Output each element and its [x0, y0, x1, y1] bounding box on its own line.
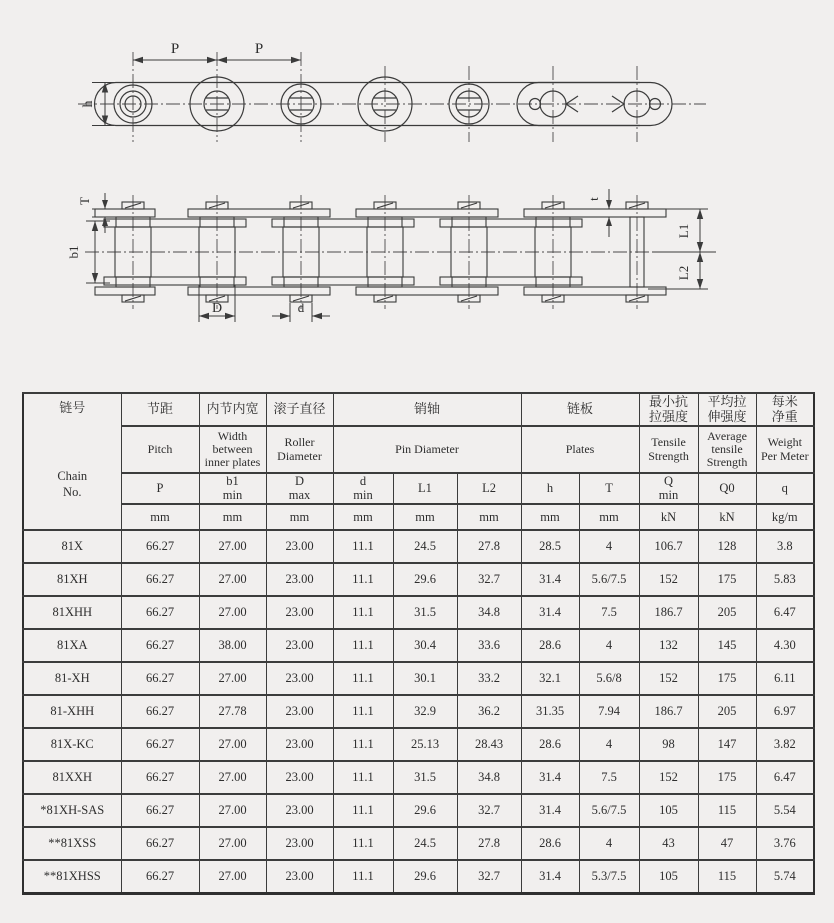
centerlines [85, 195, 716, 309]
header-tensile-en-line1: Tensile [651, 435, 686, 450]
header-avg-tensile-en-line1: Average [707, 428, 747, 443]
value-cell: 11.1 [333, 530, 393, 563]
unit-cell: mm [199, 504, 266, 530]
value-cell: 5.83 [756, 563, 814, 596]
value-cell: 27.8 [457, 827, 521, 860]
value-cell: 175 [698, 761, 756, 794]
value-cell: 152 [639, 563, 698, 596]
value-cell: 205 [698, 596, 756, 629]
chain-no-cell: *81XH-SAS [23, 794, 121, 827]
unit-cell: kN [698, 504, 756, 530]
header-sym-d-line1: d [359, 473, 367, 488]
value-cell: 23.00 [266, 860, 333, 894]
header-plates-zh: 链板 [521, 393, 639, 426]
value-cell: 32.7 [457, 794, 521, 827]
value-cell: 11.1 [333, 629, 393, 662]
value-cell: 31.4 [521, 563, 579, 596]
value-cell: 11.1 [333, 827, 393, 860]
value-cell: 4 [579, 827, 639, 860]
header-weight-en-line2: Per Meter [760, 448, 809, 463]
value-cell: 4 [579, 728, 639, 761]
value-cell: 31.4 [521, 761, 579, 794]
value-cell: 66.27 [121, 728, 199, 761]
value-cell: 23.00 [266, 629, 333, 662]
header-sym-D-line1: D [294, 473, 305, 488]
header-sym-d [333, 473, 393, 504]
table-row [23, 695, 814, 728]
header-sym-Q0: Q0 [698, 473, 756, 504]
header-sym-b1-line1: b1 [226, 473, 239, 488]
spec-table [22, 392, 815, 895]
table-row [23, 596, 814, 629]
value-cell: 186.7 [639, 596, 698, 629]
header-sym-D [266, 473, 333, 504]
value-cell: 31.4 [521, 596, 579, 629]
value-cell: 128 [698, 530, 756, 563]
value-cell: 11.1 [333, 794, 393, 827]
table-row [23, 860, 814, 894]
header-avg-tensile-en-line2: tensile [711, 441, 743, 456]
header-tensile-zh [639, 393, 698, 426]
dim-label-pitch-1: P [170, 41, 180, 57]
value-cell: 36.2 [457, 695, 521, 728]
header-weight-zh-line1: 每米 [771, 394, 798, 410]
header-avg-tensile-zh-line1: 平均拉 [707, 394, 747, 410]
value-cell: 23.00 [266, 695, 333, 728]
value-cell: 31.35 [521, 695, 579, 728]
value-cell: 27.00 [199, 596, 266, 629]
value-cell: 66.27 [121, 662, 199, 695]
header-plates-en: Plates [521, 426, 639, 473]
dim-label-L2: L2 [676, 265, 691, 281]
value-cell: 7.94 [579, 695, 639, 728]
table-row [23, 794, 814, 827]
value-cell: 11.1 [333, 563, 393, 596]
header-weight-en-line1: Weight [767, 435, 802, 450]
value-cell: 66.27 [121, 629, 199, 662]
unit-cell: mm [579, 504, 639, 530]
header-avg-tensile-en-line3: Strength [706, 455, 748, 470]
header-row-units [23, 504, 814, 530]
chain-side-view-drawing [0, 0, 834, 175]
header-sym-Q [639, 473, 698, 504]
value-cell: 66.27 [121, 596, 199, 629]
value-cell: 3.76 [756, 827, 814, 860]
dim-label-T: T [77, 197, 92, 205]
value-cell: 98 [639, 728, 698, 761]
value-cell: 132 [639, 629, 698, 662]
header-tensile-zh-line1: 最小抗 [649, 394, 689, 410]
header-tensile-en-line2: Strength [648, 448, 689, 463]
dim-label-D: D [211, 301, 223, 316]
value-cell: 11.1 [333, 695, 393, 728]
header-pin-zh: 销轴 [333, 393, 521, 426]
header-chain-no [23, 393, 121, 530]
value-cell: 23.00 [266, 530, 333, 563]
value-cell: 5.54 [756, 794, 814, 827]
value-cell: 27.00 [199, 563, 266, 596]
dim-label-d: d [297, 300, 305, 315]
header-width-en [199, 426, 266, 473]
unit-cell: mm [121, 504, 199, 530]
value-cell: 33.2 [457, 662, 521, 695]
unit-cell: mm [521, 504, 579, 530]
header-sym-b1 [199, 473, 266, 504]
dimension-lines [92, 57, 301, 126]
value-cell: 29.6 [393, 563, 457, 596]
value-cell: 27.00 [199, 728, 266, 761]
chain-no-cell: **81XSS [23, 827, 121, 860]
centerlines [78, 52, 706, 142]
dim-label-h: h [81, 100, 96, 108]
value-cell: 32.7 [457, 563, 521, 596]
header-weight-zh-line2: 净重 [771, 408, 798, 424]
value-cell: 47 [698, 827, 756, 860]
chain-no-cell: 81X-KC [23, 728, 121, 761]
header-avg-tensile-zh [698, 393, 756, 426]
value-cell: 5.6/8 [579, 662, 639, 695]
value-cell: 27.00 [199, 761, 266, 794]
header-chain-en-line2: No. [63, 485, 82, 500]
value-cell: 27.00 [199, 860, 266, 894]
value-cell: 147 [698, 728, 756, 761]
value-cell: 4 [579, 530, 639, 563]
header-sym-q: q [756, 473, 814, 504]
header-tensile-zh-line2: 拉强度 [649, 408, 689, 424]
value-cell: 4 [579, 629, 639, 662]
value-cell: 175 [698, 662, 756, 695]
unit-cell: mm [457, 504, 521, 530]
header-chain-zh: 链号 [59, 400, 86, 415]
header-width-en-line2: between [212, 441, 253, 456]
header-weight-en [756, 426, 814, 473]
header-row-chinese [23, 393, 814, 426]
value-cell: 66.27 [121, 860, 199, 894]
value-cell: 11.1 [333, 662, 393, 695]
value-cell: 28.6 [521, 728, 579, 761]
value-cell: 11.1 [333, 596, 393, 629]
header-sym-T: T [579, 473, 639, 504]
header-width-en-line1: Width [217, 428, 248, 443]
value-cell: 38.00 [199, 629, 266, 662]
value-cell: 31.5 [393, 761, 457, 794]
header-row-symbols [23, 473, 814, 504]
value-cell: 27.00 [199, 794, 266, 827]
header-sym-Q-line1: Q [664, 473, 674, 488]
value-cell: 29.6 [393, 860, 457, 894]
value-cell: 66.27 [121, 794, 199, 827]
header-avg-tensile-zh-line2: 伸强度 [707, 408, 747, 424]
dim-label-t: t [586, 197, 601, 201]
header-pitch-en: Pitch [121, 426, 199, 473]
value-cell: 30.1 [393, 662, 457, 695]
dim-label-L1: L1 [676, 223, 691, 239]
table-row [23, 530, 814, 563]
value-cell: 205 [698, 695, 756, 728]
value-cell: 152 [639, 662, 698, 695]
header-sym-D-line2: max [288, 487, 311, 502]
value-cell: 186.7 [639, 695, 698, 728]
value-cell: 11.1 [333, 728, 393, 761]
value-cell: 5.6/7.5 [579, 563, 639, 596]
dim-label-pitch-2: P [254, 41, 264, 57]
value-cell: 5.6/7.5 [579, 794, 639, 827]
header-pin-en: Pin Diameter [333, 426, 521, 473]
value-cell: 32.9 [393, 695, 457, 728]
header-avg-tensile-en [698, 426, 756, 473]
value-cell: 152 [639, 761, 698, 794]
value-cell: 27.78 [199, 695, 266, 728]
header-width-en-line3: inner plates [204, 455, 261, 470]
header-row-english [23, 426, 814, 473]
value-cell: 43 [639, 827, 698, 860]
chain-no-cell: 81-XHH [23, 695, 121, 728]
value-cell: 6.97 [756, 695, 814, 728]
chain-no-cell: **81XHSS [23, 860, 121, 894]
chain-no-cell: 81XA [23, 629, 121, 662]
value-cell: 27.8 [457, 530, 521, 563]
chain-no-cell: 81XHH [23, 596, 121, 629]
value-cell: 145 [698, 629, 756, 662]
value-cell: 23.00 [266, 596, 333, 629]
value-cell: 23.00 [266, 728, 333, 761]
unit-cell: mm [393, 504, 457, 530]
value-cell: 31.4 [521, 794, 579, 827]
header-sym-L1: L1 [393, 473, 457, 504]
value-cell: 66.27 [121, 563, 199, 596]
header-sym-b1-line2: min [222, 487, 243, 502]
value-cell: 11.1 [333, 860, 393, 894]
header-roller-en [266, 426, 333, 473]
dim-label-b1: b1 [66, 245, 81, 259]
value-cell: 25.13 [393, 728, 457, 761]
value-cell: 3.8 [756, 530, 814, 563]
header-roller-zh: 滚子直径 [266, 393, 333, 426]
value-cell: 4.30 [756, 629, 814, 662]
value-cell: 27.00 [199, 827, 266, 860]
value-cell: 24.5 [393, 530, 457, 563]
value-cell: 34.8 [457, 596, 521, 629]
header-sym-L2: L2 [457, 473, 521, 504]
value-cell: 66.27 [121, 695, 199, 728]
value-cell: 28.43 [457, 728, 521, 761]
value-cell: 175 [698, 563, 756, 596]
table-row [23, 629, 814, 662]
unit-cell: mm [333, 504, 393, 530]
value-cell: 115 [698, 794, 756, 827]
header-roller-en-line2: Diameter [277, 448, 322, 463]
value-cell: 31.5 [393, 596, 457, 629]
value-cell: 30.4 [393, 629, 457, 662]
value-cell: 28.5 [521, 530, 579, 563]
value-cell: 66.27 [121, 530, 199, 563]
value-cell: 7.5 [579, 761, 639, 794]
value-cell: 105 [639, 860, 698, 894]
value-cell: 66.27 [121, 827, 199, 860]
unit-cell: mm [266, 504, 333, 530]
value-cell: 6.47 [756, 761, 814, 794]
value-cell: 6.47 [756, 596, 814, 629]
unit-cell: kg/m [756, 504, 814, 530]
header-tensile-en [639, 426, 698, 473]
table-row [23, 827, 814, 860]
value-cell: 31.4 [521, 860, 579, 894]
table-row [23, 728, 814, 761]
value-cell: 34.8 [457, 761, 521, 794]
value-cell: 5.74 [756, 860, 814, 894]
chain-no-cell: 81XXH [23, 761, 121, 794]
value-cell: 28.6 [521, 629, 579, 662]
value-cell: 7.5 [579, 596, 639, 629]
value-cell: 66.27 [121, 761, 199, 794]
header-sym-d-line2: min [353, 487, 373, 502]
value-cell: 23.00 [266, 761, 333, 794]
value-cell: 27.00 [199, 530, 266, 563]
value-cell: 23.00 [266, 662, 333, 695]
chain-no-cell: 81XH [23, 563, 121, 596]
header-sym-Q-line2: min [658, 487, 679, 502]
value-cell: 23.00 [266, 794, 333, 827]
table-row [23, 563, 814, 596]
value-cell: 24.5 [393, 827, 457, 860]
value-cell: 11.1 [333, 761, 393, 794]
value-cell: 5.3/7.5 [579, 860, 639, 894]
value-cell: 23.00 [266, 563, 333, 596]
table-row [23, 761, 814, 794]
value-cell: 27.00 [199, 662, 266, 695]
value-cell: 106.7 [639, 530, 698, 563]
value-cell: 28.6 [521, 827, 579, 860]
value-cell: 6.11 [756, 662, 814, 695]
header-roller-en-line1: Roller [284, 435, 315, 450]
value-cell: 105 [639, 794, 698, 827]
header-weight-zh [756, 393, 814, 426]
value-cell: 3.82 [756, 728, 814, 761]
header-sym-h: h [521, 473, 579, 504]
chain-no-cell: 81X [23, 530, 121, 563]
value-cell: 33.6 [457, 629, 521, 662]
header-pitch-zh: 节距 [121, 393, 199, 426]
header-chain-en-line1: Chain [57, 469, 88, 483]
chain-no-cell: 81-XH [23, 662, 121, 695]
value-cell: 32.7 [457, 860, 521, 894]
table-row [23, 662, 814, 695]
value-cell: 29.6 [393, 794, 457, 827]
value-cell: 115 [698, 860, 756, 894]
spec-table-body [23, 530, 814, 894]
header-width-zh: 内节内宽 [199, 393, 266, 426]
header-chain-en [24, 468, 121, 501]
chain-plan-view-drawing [0, 175, 834, 350]
value-cell: 23.00 [266, 827, 333, 860]
header-sym-p: P [121, 473, 199, 504]
unit-cell: kN [639, 504, 698, 530]
value-cell: 32.1 [521, 662, 579, 695]
